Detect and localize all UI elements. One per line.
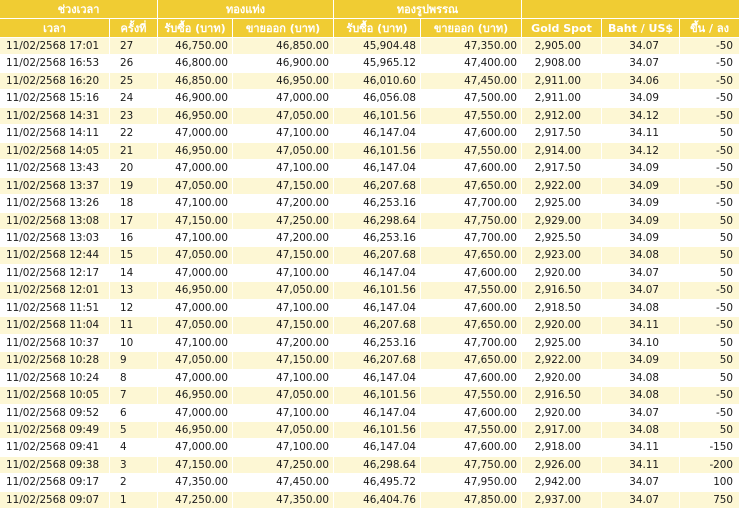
cell-gold-spot: 2,929.00	[522, 213, 602, 230]
cell-change: 50	[680, 265, 740, 282]
cell-bar-buy: 47,100.00	[158, 195, 233, 212]
cell-bar-buy: 47,000.00	[158, 405, 233, 422]
table-row	[0, 73, 740, 90]
cell-bar-buy: 46,750.00	[158, 38, 233, 55]
header-group-row	[0, 0, 740, 19]
cell-bar-buy: 46,950.00	[158, 108, 233, 125]
cell-ornament-sell: 47,700.00	[421, 335, 522, 352]
cell-round: 8	[110, 370, 158, 387]
table-row	[0, 370, 740, 387]
cell-bar-buy: 47,100.00	[158, 230, 233, 247]
cell-bar-buy: 46,950.00	[158, 387, 233, 404]
table-row	[0, 38, 740, 55]
cell-baht-usd: 34.11	[602, 125, 680, 142]
cell-change: 50	[680, 213, 740, 230]
cell-change: 50	[680, 335, 740, 352]
cell-baht-usd: 34.07	[602, 474, 680, 491]
cell-bar-sell: 47,150.00	[233, 317, 334, 334]
table-row	[0, 125, 740, 142]
cell-change: -50	[680, 178, 740, 195]
cell-bar-sell: 47,150.00	[233, 178, 334, 195]
cell-bar-buy: 47,050.00	[158, 317, 233, 334]
cell-ornament-buy: 46,101.56	[334, 282, 421, 299]
cell-bar-sell: 47,000.00	[233, 90, 334, 107]
cell-round: 24	[110, 90, 158, 107]
cell-gold-spot: 2,917.50	[522, 160, 602, 177]
cell-time: 11/02/2568 09:17	[0, 474, 110, 491]
cell-change: -50	[680, 90, 740, 107]
cell-gold-spot: 2,918.00	[522, 439, 602, 456]
cell-round: 19	[110, 178, 158, 195]
cell-gold-spot: 2,918.50	[522, 300, 602, 317]
cell-time: 11/02/2568 14:11	[0, 125, 110, 142]
cell-gold-spot: 2,942.00	[522, 474, 602, 491]
cell-change: 100	[680, 474, 740, 491]
cell-change: -50	[680, 38, 740, 55]
cell-bar-buy: 47,250.00	[158, 492, 233, 509]
cell-baht-usd: 34.07	[602, 492, 680, 509]
cell-ornament-sell: 47,550.00	[421, 143, 522, 160]
cell-change: -50	[680, 282, 740, 299]
table-row	[0, 317, 740, 334]
cell-bar-sell: 47,050.00	[233, 282, 334, 299]
cell-change: -50	[680, 317, 740, 334]
cell-ornament-sell: 47,550.00	[421, 108, 522, 125]
cell-bar-buy: 47,000.00	[158, 160, 233, 177]
cell-round: 23	[110, 108, 158, 125]
header-bar-buy: รับซื้อ (บาท)	[158, 19, 233, 38]
table-row	[0, 422, 740, 439]
cell-ornament-sell: 47,600.00	[421, 160, 522, 177]
table-row	[0, 178, 740, 195]
header-group-gold-ornament: ทองรูปพรรณ	[334, 0, 522, 19]
header-group-gold-bar: ทองแท่ง	[158, 0, 334, 19]
cell-time: 11/02/2568 09:41	[0, 439, 110, 456]
cell-round: 22	[110, 125, 158, 142]
cell-bar-sell: 47,200.00	[233, 335, 334, 352]
cell-change: -200	[680, 457, 740, 474]
cell-change: -50	[680, 73, 740, 90]
cell-baht-usd: 34.07	[602, 38, 680, 55]
table-row	[0, 143, 740, 160]
header-column-row	[0, 19, 740, 38]
cell-bar-sell: 46,950.00	[233, 73, 334, 90]
cell-baht-usd: 34.07	[602, 282, 680, 299]
cell-baht-usd: 34.08	[602, 387, 680, 404]
cell-round: 9	[110, 352, 158, 369]
cell-round: 11	[110, 317, 158, 334]
cell-time: 11/02/2568 10:28	[0, 352, 110, 369]
header-group-time: ช่วงเวลา	[0, 0, 158, 19]
cell-ornament-buy: 46,147.04	[334, 439, 421, 456]
cell-ornament-buy: 46,147.04	[334, 265, 421, 282]
cell-time: 11/02/2568 13:43	[0, 160, 110, 177]
cell-round: 18	[110, 195, 158, 212]
cell-bar-sell: 47,100.00	[233, 125, 334, 142]
cell-ornament-sell: 47,400.00	[421, 55, 522, 72]
cell-bar-buy: 47,000.00	[158, 439, 233, 456]
cell-gold-spot: 2,925.00	[522, 335, 602, 352]
cell-ornament-buy: 45,965.12	[334, 55, 421, 72]
cell-change: -50	[680, 108, 740, 125]
header-change: ขึ้น / ลง	[680, 19, 740, 38]
cell-time: 11/02/2568 12:01	[0, 282, 110, 299]
cell-time: 11/02/2568 09:38	[0, 457, 110, 474]
cell-ornament-sell: 47,600.00	[421, 439, 522, 456]
cell-round: 21	[110, 143, 158, 160]
cell-gold-spot: 2,925.00	[522, 195, 602, 212]
cell-round: 2	[110, 474, 158, 491]
cell-ornament-sell: 47,350.00	[421, 38, 522, 55]
cell-bar-sell: 47,100.00	[233, 160, 334, 177]
cell-bar-buy: 47,100.00	[158, 335, 233, 352]
cell-time: 11/02/2568 13:08	[0, 213, 110, 230]
table-row	[0, 90, 740, 107]
cell-change: -50	[680, 55, 740, 72]
cell-bar-sell: 47,100.00	[233, 265, 334, 282]
cell-round: 27	[110, 38, 158, 55]
cell-baht-usd: 34.09	[602, 160, 680, 177]
header-group-blank	[522, 0, 740, 19]
cell-bar-sell: 47,050.00	[233, 422, 334, 439]
cell-bar-sell: 47,350.00	[233, 492, 334, 509]
header-ornament-sell: ขายออก (บาท)	[421, 19, 522, 38]
cell-gold-spot: 2,920.00	[522, 265, 602, 282]
cell-time: 11/02/2568 10:05	[0, 387, 110, 404]
cell-ornament-sell: 47,750.00	[421, 457, 522, 474]
table-row	[0, 405, 740, 422]
cell-change: 50	[680, 247, 740, 264]
cell-gold-spot: 2,917.00	[522, 422, 602, 439]
cell-time: 11/02/2568 17:01	[0, 38, 110, 55]
header-time: เวลา	[0, 19, 110, 38]
cell-time: 11/02/2568 13:03	[0, 230, 110, 247]
cell-ornament-sell: 47,500.00	[421, 90, 522, 107]
cell-ornament-sell: 47,650.00	[421, 247, 522, 264]
cell-bar-sell: 46,900.00	[233, 55, 334, 72]
cell-time: 11/02/2568 10:37	[0, 335, 110, 352]
cell-gold-spot: 2,916.50	[522, 387, 602, 404]
table-row	[0, 335, 740, 352]
cell-change: -50	[680, 143, 740, 160]
header-baht-usd: Baht / US$	[602, 19, 680, 38]
cell-ornament-sell: 47,650.00	[421, 317, 522, 334]
cell-gold-spot: 2,916.50	[522, 282, 602, 299]
cell-ornament-buy: 45,904.48	[334, 38, 421, 55]
cell-time: 11/02/2568 16:20	[0, 73, 110, 90]
cell-ornament-buy: 46,298.64	[334, 457, 421, 474]
cell-change: 50	[680, 230, 740, 247]
cell-ornament-buy: 46,404.76	[334, 492, 421, 509]
cell-bar-sell: 47,100.00	[233, 370, 334, 387]
cell-round: 13	[110, 282, 158, 299]
cell-ornament-sell: 47,600.00	[421, 370, 522, 387]
cell-round: 25	[110, 73, 158, 90]
cell-ornament-buy: 46,101.56	[334, 143, 421, 160]
table-row	[0, 300, 740, 317]
cell-bar-buy: 46,850.00	[158, 73, 233, 90]
cell-time: 11/02/2568 09:52	[0, 405, 110, 422]
cell-ornament-buy: 46,056.08	[334, 90, 421, 107]
cell-bar-buy: 47,050.00	[158, 247, 233, 264]
cell-ornament-sell: 47,950.00	[421, 474, 522, 491]
cell-time: 11/02/2568 12:17	[0, 265, 110, 282]
cell-ornament-sell: 47,650.00	[421, 178, 522, 195]
cell-ornament-buy: 46,495.72	[334, 474, 421, 491]
table-row	[0, 160, 740, 177]
cell-baht-usd: 34.12	[602, 143, 680, 160]
cell-bar-buy: 47,000.00	[158, 265, 233, 282]
table-row	[0, 387, 740, 404]
cell-gold-spot: 2,905.00	[522, 38, 602, 55]
cell-baht-usd: 34.11	[602, 439, 680, 456]
cell-baht-usd: 34.09	[602, 178, 680, 195]
cell-baht-usd: 34.12	[602, 108, 680, 125]
cell-bar-sell: 47,150.00	[233, 352, 334, 369]
table-row	[0, 457, 740, 474]
cell-ornament-sell: 47,850.00	[421, 492, 522, 509]
table-row	[0, 439, 740, 456]
cell-ornament-sell: 47,700.00	[421, 230, 522, 247]
cell-ornament-buy: 46,147.04	[334, 300, 421, 317]
cell-ornament-sell: 47,650.00	[421, 352, 522, 369]
cell-bar-sell: 47,050.00	[233, 387, 334, 404]
cell-ornament-sell: 47,600.00	[421, 125, 522, 142]
table-row	[0, 247, 740, 264]
header-ornament-buy: รับซื้อ (บาท)	[334, 19, 421, 38]
table-row	[0, 474, 740, 491]
cell-round: 15	[110, 247, 158, 264]
cell-gold-spot: 2,908.00	[522, 55, 602, 72]
cell-ornament-sell: 47,550.00	[421, 422, 522, 439]
cell-bar-buy: 47,000.00	[158, 125, 233, 142]
cell-bar-sell: 47,100.00	[233, 405, 334, 422]
cell-ornament-sell: 47,550.00	[421, 282, 522, 299]
cell-ornament-buy: 46,101.56	[334, 387, 421, 404]
cell-bar-sell: 47,050.00	[233, 108, 334, 125]
cell-time: 11/02/2568 11:04	[0, 317, 110, 334]
cell-round: 14	[110, 265, 158, 282]
cell-ornament-buy: 46,010.60	[334, 73, 421, 90]
cell-round: 1	[110, 492, 158, 509]
cell-bar-buy: 47,050.00	[158, 352, 233, 369]
cell-ornament-buy: 46,101.56	[334, 422, 421, 439]
cell-bar-buy: 47,150.00	[158, 213, 233, 230]
cell-bar-sell: 47,050.00	[233, 143, 334, 160]
cell-time: 11/02/2568 09:07	[0, 492, 110, 509]
cell-change: 50	[680, 422, 740, 439]
table-row	[0, 213, 740, 230]
cell-round: 16	[110, 230, 158, 247]
cell-baht-usd: 34.07	[602, 265, 680, 282]
cell-baht-usd: 34.10	[602, 335, 680, 352]
cell-round: 5	[110, 422, 158, 439]
table-row	[0, 492, 740, 509]
table-row	[0, 55, 740, 72]
cell-ornament-buy: 46,253.16	[334, 335, 421, 352]
cell-round: 4	[110, 439, 158, 456]
cell-ornament-buy: 46,253.16	[334, 195, 421, 212]
cell-gold-spot: 2,914.00	[522, 143, 602, 160]
cell-bar-buy: 46,950.00	[158, 143, 233, 160]
cell-baht-usd: 34.11	[602, 317, 680, 334]
cell-baht-usd: 34.09	[602, 230, 680, 247]
cell-round: 3	[110, 457, 158, 474]
cell-baht-usd: 34.09	[602, 195, 680, 212]
cell-bar-sell: 47,100.00	[233, 439, 334, 456]
cell-gold-spot: 2,920.00	[522, 370, 602, 387]
cell-time: 11/02/2568 14:05	[0, 143, 110, 160]
cell-baht-usd: 34.08	[602, 370, 680, 387]
cell-baht-usd: 34.07	[602, 405, 680, 422]
cell-ornament-sell: 47,600.00	[421, 405, 522, 422]
cell-ornament-sell: 47,600.00	[421, 300, 522, 317]
cell-gold-spot: 2,920.00	[522, 317, 602, 334]
cell-ornament-buy: 46,147.04	[334, 125, 421, 142]
cell-bar-buy: 46,900.00	[158, 90, 233, 107]
cell-gold-spot: 2,917.50	[522, 125, 602, 142]
cell-time: 11/02/2568 12:44	[0, 247, 110, 264]
cell-round: 20	[110, 160, 158, 177]
cell-bar-buy: 46,950.00	[158, 282, 233, 299]
cell-baht-usd: 34.08	[602, 300, 680, 317]
cell-bar-sell: 47,150.00	[233, 247, 334, 264]
header-bar-sell: ขายออก (บาท)	[233, 19, 334, 38]
cell-change: 50	[680, 125, 740, 142]
cell-change: -50	[680, 405, 740, 422]
cell-bar-sell: 46,850.00	[233, 38, 334, 55]
cell-ornament-sell: 47,700.00	[421, 195, 522, 212]
cell-time: 11/02/2568 15:16	[0, 90, 110, 107]
cell-gold-spot: 2,925.50	[522, 230, 602, 247]
cell-bar-sell: 47,450.00	[233, 474, 334, 491]
cell-ornament-buy: 46,207.68	[334, 178, 421, 195]
cell-baht-usd: 34.09	[602, 90, 680, 107]
cell-gold-spot: 2,923.00	[522, 247, 602, 264]
cell-baht-usd: 34.08	[602, 247, 680, 264]
table-row	[0, 352, 740, 369]
cell-bar-buy: 47,350.00	[158, 474, 233, 491]
cell-bar-buy: 47,150.00	[158, 457, 233, 474]
cell-ornament-buy: 46,207.68	[334, 247, 421, 264]
cell-change: -50	[680, 160, 740, 177]
cell-ornament-buy: 46,298.64	[334, 213, 421, 230]
cell-ornament-buy: 46,147.04	[334, 405, 421, 422]
header-gold-spot: Gold Spot	[522, 19, 602, 38]
cell-baht-usd: 34.07	[602, 55, 680, 72]
cell-change: -50	[680, 195, 740, 212]
cell-round: 26	[110, 55, 158, 72]
header-round: ครั้งที่	[110, 19, 158, 38]
cell-gold-spot: 2,912.00	[522, 108, 602, 125]
cell-round: 17	[110, 213, 158, 230]
cell-change: -150	[680, 439, 740, 456]
cell-bar-sell: 47,100.00	[233, 300, 334, 317]
cell-time: 11/02/2568 14:31	[0, 108, 110, 125]
cell-time: 11/02/2568 10:24	[0, 370, 110, 387]
cell-round: 6	[110, 405, 158, 422]
cell-change: 50	[680, 352, 740, 369]
cell-ornament-buy: 46,207.68	[334, 317, 421, 334]
cell-bar-buy: 47,000.00	[158, 370, 233, 387]
cell-baht-usd: 34.06	[602, 73, 680, 90]
cell-time: 11/02/2568 13:37	[0, 178, 110, 195]
cell-bar-buy: 46,950.00	[158, 422, 233, 439]
cell-baht-usd: 34.09	[602, 213, 680, 230]
cell-bar-buy: 47,050.00	[158, 178, 233, 195]
cell-bar-buy: 46,800.00	[158, 55, 233, 72]
cell-ornament-sell: 47,450.00	[421, 73, 522, 90]
cell-ornament-sell: 47,550.00	[421, 387, 522, 404]
cell-ornament-sell: 47,750.00	[421, 213, 522, 230]
cell-baht-usd: 34.08	[602, 422, 680, 439]
cell-change: 50	[680, 370, 740, 387]
cell-gold-spot: 2,911.00	[522, 73, 602, 90]
cell-gold-spot: 2,922.00	[522, 352, 602, 369]
cell-time: 11/02/2568 13:26	[0, 195, 110, 212]
cell-bar-buy: 47,000.00	[158, 300, 233, 317]
cell-gold-spot: 2,937.00	[522, 492, 602, 509]
cell-ornament-buy: 46,147.04	[334, 160, 421, 177]
cell-change: -50	[680, 300, 740, 317]
cell-gold-spot: 2,920.00	[522, 405, 602, 422]
cell-bar-sell: 47,250.00	[233, 457, 334, 474]
cell-ornament-sell: 47,600.00	[421, 265, 522, 282]
cell-gold-spot: 2,926.00	[522, 457, 602, 474]
cell-round: 10	[110, 335, 158, 352]
cell-change: 750	[680, 492, 740, 509]
cell-ornament-buy: 46,147.04	[334, 370, 421, 387]
cell-ornament-buy: 46,253.16	[334, 230, 421, 247]
cell-ornament-buy: 46,207.68	[334, 352, 421, 369]
table-row	[0, 195, 740, 212]
cell-change: -50	[680, 387, 740, 404]
cell-baht-usd: 34.09	[602, 352, 680, 369]
cell-baht-usd: 34.11	[602, 457, 680, 474]
cell-time: 11/02/2568 16:53	[0, 55, 110, 72]
cell-time: 11/02/2568 11:51	[0, 300, 110, 317]
cell-ornament-buy: 46,101.56	[334, 108, 421, 125]
cell-round: 7	[110, 387, 158, 404]
cell-round: 12	[110, 300, 158, 317]
cell-bar-sell: 47,200.00	[233, 230, 334, 247]
table-row	[0, 230, 740, 247]
cell-time: 11/02/2568 09:49	[0, 422, 110, 439]
cell-bar-sell: 47,200.00	[233, 195, 334, 212]
table-row	[0, 265, 740, 282]
table-row	[0, 108, 740, 125]
cell-gold-spot: 2,911.00	[522, 90, 602, 107]
cell-bar-sell: 47,250.00	[233, 213, 334, 230]
table-row	[0, 282, 740, 299]
cell-gold-spot: 2,922.00	[522, 178, 602, 195]
